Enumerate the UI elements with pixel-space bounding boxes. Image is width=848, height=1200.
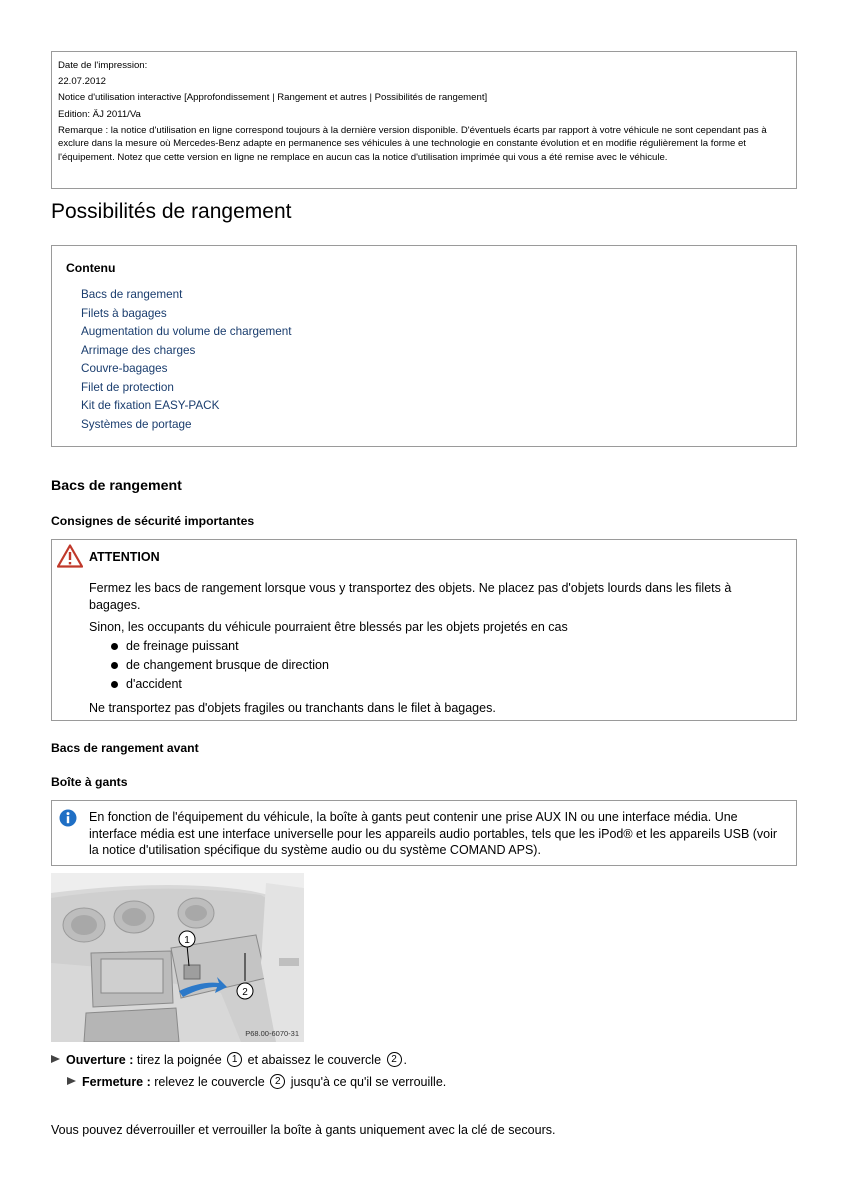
glovebox-illustration [51, 873, 304, 1042]
closing-paragraph: Vous pouvez déverrouiller et verrouiller la boîte à gants uniquement avec la clé de secours. [51, 1123, 556, 1137]
step-text: tirez la poignée [136, 1053, 222, 1067]
print-header [51, 51, 797, 189]
figure-callout-2: 2 [242, 987, 248, 998]
glovebox-drawing [51, 873, 304, 1042]
step-open [51, 1052, 407, 1068]
toc-link[interactable]: Systèmes de portage [81, 417, 192, 431]
toc-link[interactable]: Filets à bagages [81, 306, 167, 320]
toc-link[interactable]: Bacs de rangement [81, 288, 183, 301]
figure-callout-1: 1 [184, 935, 190, 946]
callout-number: 1 [227, 1052, 242, 1067]
step-text: jusqu'à ce qu'il se verrouille. [290, 1075, 447, 1089]
step-text: et abaissez le couvercle [247, 1053, 382, 1067]
toc-link[interactable]: Kit de fixation EASY-PACK [81, 399, 220, 412]
warning-title: ATTENTION [89, 550, 160, 564]
toc-box [51, 245, 797, 447]
warning-text: Ne transportez pas d'objets fragiles ou tranchants dans le filet à bagages. [89, 700, 496, 715]
list-item: de freinage puissant [89, 637, 779, 656]
list-item: de changement brusque de direction [89, 656, 779, 675]
toc-link[interactable]: Couvre-bagages [81, 362, 168, 375]
warning-text: Fermez les bacs de rangement lorsque vous y transportez des objets. Ne placez pas d'objets lourds dans les filets à bagages. [89, 581, 732, 612]
print-date: 22.07.2012 [58, 76, 107, 88]
info-box [51, 800, 797, 866]
glovebox-heading: Boîte à gants [51, 775, 128, 789]
list-item: d'accident [89, 675, 779, 694]
toc-heading: Contenu [66, 261, 116, 275]
toc-link[interactable]: Augmentation du volume de chargement [81, 325, 292, 338]
step-text: relevez le couvercle [154, 1075, 265, 1089]
step-label: Fermeture : [82, 1075, 151, 1089]
toc-link[interactable]: Filet de protection [81, 380, 174, 394]
breadcrumb: Notice d'utilisation interactive [Approfondissement | Rangement et autres | Possibilités de rangement] [58, 92, 488, 104]
warning-icon [57, 544, 83, 568]
callout-number: 2 [270, 1074, 285, 1089]
section-title: Bacs de rangement [51, 478, 182, 494]
warning-box [51, 539, 797, 721]
toc-link[interactable]: Arrimage des charges [81, 343, 196, 357]
edition: Edition: ÄJ 2011/Va [58, 108, 141, 120]
step-text: . [403, 1053, 407, 1067]
callout-number: 2 [387, 1052, 402, 1067]
step-label: Ouverture : [66, 1053, 134, 1067]
arrow-icon [51, 1055, 60, 1063]
warning-body [89, 580, 779, 722]
print-date-label: Date de l'impression: [58, 60, 148, 71]
warning-bullets [89, 637, 779, 694]
warning-text: Sinon, les occupants du véhicule pourraient être blessés par les objets projetés en cas [89, 620, 568, 634]
safety-heading: Consignes de sécurité importantes [51, 514, 255, 528]
info-text: En fonction de l'équipement du véhicule, la boîte à gants peut contenir une prise AUX IN ou une interface média. Une interface média est une interface universelle pour les appareils audio portables, tels que les iPod® et les appareils USB (voir la notice d'utilisation spécifique du système audio ou du système COMAND APS). [89, 810, 778, 857]
info-icon [59, 809, 77, 827]
front-storage-heading: Bacs de rangement avant [51, 741, 199, 755]
arrow-icon [67, 1077, 76, 1085]
page-title: Possibilités de rangement [51, 200, 292, 223]
toc-list [81, 286, 292, 434]
remark: Remarque : la notice d'utilisation en ligne correspond toujours à la dernière version disponible. D'éventuels écarts par rapport à votre véhicule ne sont cependant pas à exclure dans la mesure où Mercedes-Benz adapte en permanence ses véhicules à une technologie en constante évolution et en modifie régulièrement la forme et l'équipement. Notez que cette version en ligne ne remplace en aucun cas la notice d'utilisation imprimée qui vous a été remise avec le véhicule. [58, 124, 767, 163]
step-close [67, 1074, 446, 1090]
figure-code: P68.00-6070-31 [245, 1029, 299, 1038]
